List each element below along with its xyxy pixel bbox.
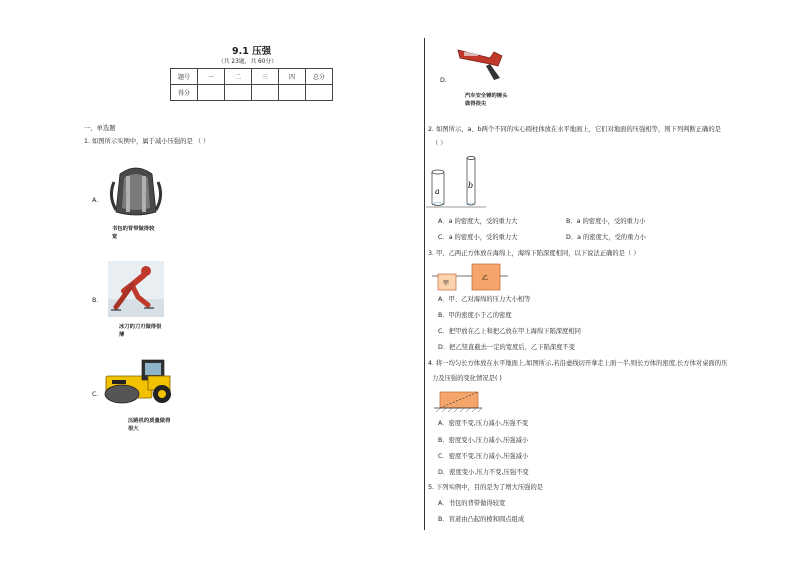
q3-stem: 3. 甲、乙两正方体放在海绵上，海绵下陷深度相同，以下说法正确的是（ ）: [428, 250, 640, 257]
q4-option-c[interactable]: C．密度不变,压力减小,压强减小: [438, 453, 529, 460]
q1-option-a-letter[interactable]: A.: [92, 197, 99, 204]
q2-option-d[interactable]: D．a 的密度大，受的重力小: [566, 234, 646, 241]
q1-option-d-caption: 汽车安全锤的锤头做得很尖: [465, 93, 508, 107]
score-table-score-row: [171, 85, 333, 101]
score-header-cell: 三: [252, 69, 279, 85]
q1-option-c-caption: 压路机的质量做得很大: [128, 418, 171, 432]
q2-stem-paren: （ ）: [432, 140, 447, 147]
q1-option-d-letter[interactable]: D.: [440, 77, 447, 84]
q4-stem-cont: 力及压强的变化情况是( ): [432, 375, 502, 382]
q3-option-c[interactable]: C．把甲放在乙上和把乙放在甲上海绵下陷深度相同: [438, 328, 581, 335]
score-cell[interactable]: [225, 85, 252, 101]
score-cell[interactable]: [198, 85, 225, 101]
road-roller-image: [102, 356, 178, 404]
q5-option-b[interactable]: B．盲道由凸起的棱和圆点组成: [438, 516, 525, 523]
score-cell[interactable]: [252, 85, 279, 101]
q4-option-a[interactable]: A．密度不变,压力减小,压强不变: [438, 420, 529, 427]
q5-stem: 5. 下列实例中，目的是为了增大压强的是: [428, 484, 544, 491]
score-cell[interactable]: [279, 85, 306, 101]
ice-skater-image: [108, 261, 164, 317]
page-title: 9.1 压强: [232, 46, 272, 57]
cylinders-figure: [426, 154, 486, 210]
score-table-header-row: [171, 69, 333, 85]
score-header-cell: 四: [279, 69, 306, 85]
score-header-cell: 二: [225, 69, 252, 85]
cube-yi-label: 乙: [482, 275, 489, 282]
q1-stem: 1. 如图所示实例中，属于减小压强的是 （ ）: [84, 138, 210, 145]
q2-option-b[interactable]: B．a 的密度小，受的重力小: [566, 218, 646, 225]
score-header-cell: 一: [198, 69, 225, 85]
cylinder-a-label: a: [435, 187, 440, 196]
score-cell[interactable]: [306, 85, 333, 101]
q3-option-a[interactable]: A．甲、乙对海绵的压力大小相等: [438, 296, 531, 303]
safety-hammer-image: [454, 42, 508, 82]
q4-stem: 4. 将一均匀长方体放在水平地面上,如图所示,若沿虚线切开拿走上面一半,则长方体的密度,长方体对桌面的压: [428, 360, 728, 367]
page-subtitle: （共 23题，共 60分）: [218, 59, 278, 65]
column-divider: [424, 38, 425, 530]
sponge-cubes-figure: [432, 262, 508, 294]
block-figure: [432, 390, 482, 414]
score-header-cell: 题号: [171, 69, 198, 85]
cylinder-b-label: b: [468, 181, 474, 190]
q4-option-b[interactable]: B．密度变小,压力减小,压强减小: [438, 437, 529, 444]
score-table: [170, 68, 333, 101]
cube-jia-label: 甲: [443, 280, 450, 287]
q3-option-d[interactable]: D．把乙竖直截去一定的宽度后，乙下陷深度不变: [438, 344, 576, 351]
q2-stem: 2. 如图所示，a、b两个不同的实心圆柱体放在水平地面上，它们对地面的压强相等，则下列判断正确的是: [428, 126, 721, 133]
q3-option-b[interactable]: B．甲的密度小于乙的密度: [438, 312, 512, 319]
backpack-image: [106, 160, 166, 222]
q2-option-a[interactable]: A．a 的密度大，受的重力大: [438, 218, 518, 225]
q2-option-c[interactable]: C．a 的密度小，受的重力大: [438, 234, 518, 241]
q1-option-b-letter[interactable]: B.: [92, 297, 99, 304]
q5-option-a[interactable]: A．书包的背带做得较宽: [438, 500, 506, 507]
q4-option-d[interactable]: D．密度变小,压力不变,压强不变: [438, 469, 529, 476]
q1-option-b-caption: 冰刀的刀刃做得很薄: [119, 324, 162, 338]
section-label: 一、单选题: [84, 125, 116, 132]
score-row-label: 得分: [171, 85, 198, 101]
q1-option-c-letter[interactable]: C.: [92, 391, 99, 398]
score-header-cell: 总分: [306, 69, 333, 85]
q1-option-a-caption: 书包的背带做得较宽: [112, 226, 155, 240]
